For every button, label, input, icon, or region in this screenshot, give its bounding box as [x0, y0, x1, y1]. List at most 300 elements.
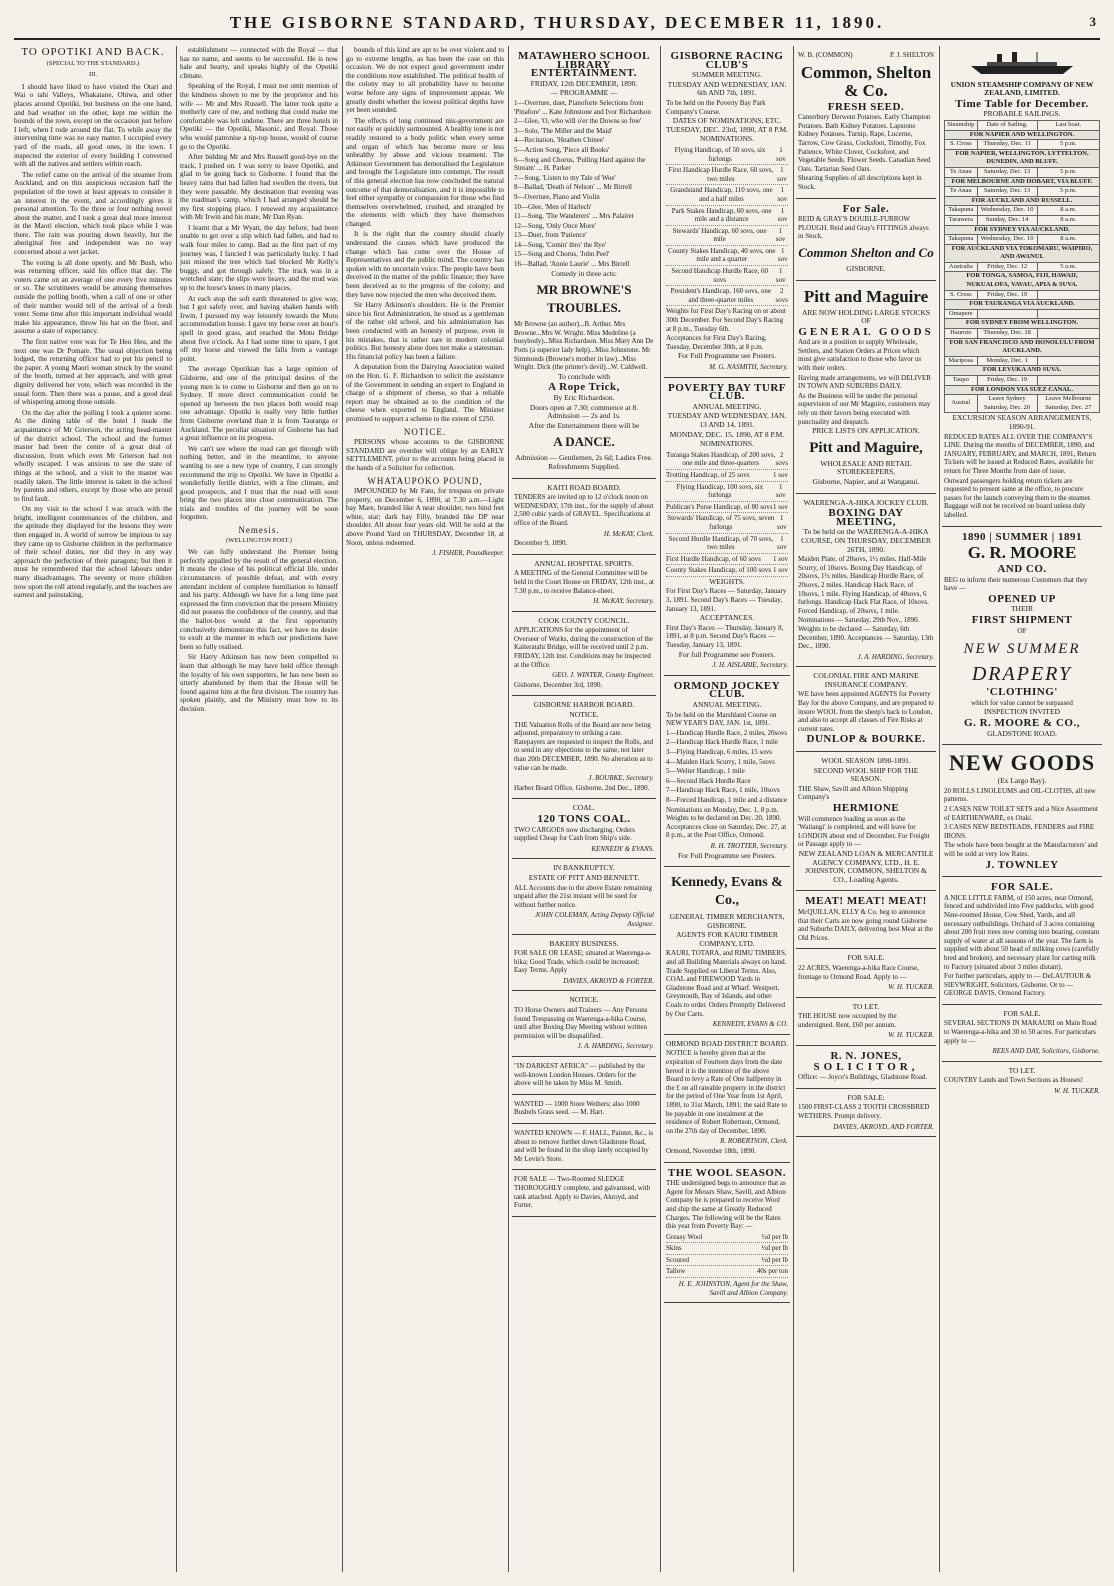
article-paragraph: The average Opotikian has a large opinion of Gisborne, and one of the principal desires of the young men is to come to Gisborne and then go on to Sydney. If more direct communication could be opened up between the two places both would reap one advantage. Opotiki is really very little further from Gisborne overland than it is from Tauranga or Auckland. The peculiar situation of Gisborne has had a great influence on its progress.: [180, 365, 338, 443]
column-header: Steamship: [945, 120, 978, 130]
concert-title: MATAWHERO SCHOOL LIBRARY ENTERTAINMENT.: [518, 50, 650, 80]
race-entry: [666, 565, 788, 577]
hospital-sports-ad: [512, 555, 656, 612]
ship-cell: Te Anau: [945, 187, 978, 197]
race-entry: 1—Handicap Hurdle Race, 2 miles, 20sovs: [666, 728, 788, 737]
ad-text: ALL Accounts due to the above Estate remaining unpaid after the 21st instant will be sued for without further notice.: [514, 883, 652, 909]
column-5-ads: [664, 46, 790, 1572]
coal-ad: [512, 799, 656, 859]
bakery-ad: [512, 935, 656, 992]
article-paragraph: A deputation from the Dairying Association waited on the Hon. G. F. Richardson to solicit the assistance of the Government in sending an expert to England in charge of a shipment of cheese, so that a reliable report may be obtained as to the condition of the cheese when exported to England. The Minister promised to support a scheme to the extent of £250.: [346, 363, 504, 423]
programme-item: 13—Duet, from 'Patience': [514, 231, 587, 240]
ad-date: Ormond, November 18th, 1890.: [666, 1146, 756, 1155]
ship-cell: S. Cross: [945, 290, 978, 300]
race-entry: 6—Second Hack Hurdle Race: [666, 776, 751, 785]
time-table-heading: Time Table for December.: [955, 97, 1089, 110]
time-cell: 8 a.m.: [1037, 206, 1099, 216]
ad-place: GISBORNE.: [846, 263, 886, 273]
season-banner: 1890 | SUMMER | 1891: [962, 530, 1082, 543]
article-paragraph: The first native vote was for Te Heu Heu, and the next one was Dr Pomare. The usual objection being lodged, the returning officer had to put his pencil to the paper. A young Maori woman struck by the sound of the booth, turned at her approach, and with great dignity delivered her vote, which was recorded in the usual form. Then there was a pause, and a good deal of whispering among those outside.: [14, 338, 172, 407]
column-rule: [342, 46, 343, 1572]
ad-subtitle: ESTATE OF PITT AND BENNETT.: [528, 872, 640, 882]
rate-value: ½d per lb: [761, 1244, 788, 1253]
ad-signature: W. H. TUCKER.: [888, 1031, 934, 1040]
ad-headline: 120 TONS COAL.: [537, 812, 631, 825]
turf-club-ad: [664, 378, 790, 676]
race-entry: 4—Maiden Hack Scurry, 1 mile, 5sovs: [666, 757, 775, 766]
route-heading: FOR LEVUKA AND SUVA.: [945, 366, 1100, 376]
rate-value: ½d per lb: [761, 1255, 788, 1264]
article-paragraph: I should have liked to have visited the Otari and Wai o tahi Valleys, Whakatane, Ohiwa, and other places around Opotiki, but business on the one hand, and bad weather on the other, kept me within the bounds of the town, except on the occasion just before I left, when I rode around the flat. To while away the intervening time was no easy matter. I occupied every yard of the roads, all good ones, in the town. I inspected the exterior of every building I conversed with all the natives and settlers within reach.: [14, 82, 172, 169]
kennedy-evans-ad: [664, 867, 790, 1035]
ship-cell: Austral: [945, 395, 978, 413]
route-heading: FOR TAURANGA VIA AUCKLAND.: [945, 300, 1100, 310]
route-heading: FOR SAN FRANCISCO AND HONOLULU FROM AUCKLAND.: [945, 338, 1100, 356]
table-row: [945, 356, 1100, 366]
time-cell: 8 a.m.: [1037, 215, 1099, 225]
ad-date: December 9, 1890.: [514, 539, 568, 548]
date-cell: Saturday, Dec. 13: [977, 187, 1037, 197]
column-1-article: [14, 46, 172, 1572]
ad-text: TWO CARGOES now discharging. Orders supplied Cheap for Cash from Ship's side.: [514, 825, 635, 843]
ad-title: NOTICE.: [569, 995, 599, 1005]
acres-sale-ad: [796, 949, 936, 997]
ship-cell: Omapere: [945, 309, 978, 319]
ad-title: FOR SALE.: [991, 881, 1053, 894]
rate-row: [666, 1266, 788, 1278]
ad-footer: Shearing Supplies of all descriptions kept in Stock.: [798, 174, 922, 191]
ad-subtitle: ANNUAL MEETING.: [692, 700, 762, 709]
solicitor-ad: [796, 1046, 936, 1089]
ad-text: And are in a position to supply Wholesale, Settlers, and Station Orders at Prices which must give satisfaction to those who favor us with their orders.: [798, 338, 922, 373]
programme-item: 10—Glee, 'Men of Harlech': [514, 202, 592, 211]
pound-title: WHATAUPOKO POUND,: [367, 475, 483, 486]
ad-signature: H. E. JOHNSTON, Agent for the Shaw, Savill and Albion Company.: [678, 1280, 788, 1297]
pound-text: IMPOUNDED by Mr Fatu, for trespass on private property, on December 6, 1890, at 7.30 a.m.—Light bay Mare, branded like A near shoulder, two hind feet white, star; dark bay Filly, branded like DP near shoulder. All about four years old. Will be sold at the above Pound Yard on THURSDAY, December 18, at Noon, unless redeemed.: [346, 487, 504, 547]
race-fee: 1 sov: [777, 246, 788, 264]
nemesis-title: Nemesis.: [238, 525, 280, 536]
route-heading: FOR LONDON VIA SUEZ CANAL.: [945, 385, 1100, 395]
inspection-invited: INSPECTION INVITED: [983, 707, 1061, 717]
programme-item: 7—Song, 'Listen to my Tale of Woe': [514, 173, 616, 182]
table-row: [945, 309, 1100, 319]
ad-text: COUNTRY Lands and Town Sections as Houses!: [944, 1076, 1084, 1085]
cook-county-ad: [512, 612, 656, 697]
boxing-day-ad: [796, 494, 936, 668]
their-text: THEIR: [1010, 604, 1034, 614]
ship-cell: Tarawera: [945, 215, 978, 225]
meeting-dates: Nominations — Saturday, 29th Nov., 1890. Weights to be declared — Saturday, 6th December, 1890. Acceptances — Saturday, 13th Dec., 1890.: [798, 616, 934, 651]
column-header: Last boat.: [1037, 120, 1099, 130]
ad-place: Gisborne, Napier, and at Wanganui.: [812, 477, 920, 486]
article-paragraph: The relief came on the arrival of the steamer from Auckland, and on this auspicious occasion half the population of the town at least appears to consider it an interest in the event, and accordingly gives it personal attention. To the three or four nothing novel about the matter, and I took a great deal more interest in the Maori election, which took place while I was there. The rain was pouring down heavily, but the aboriginal free and independent was no way concerned about a wet jacket.: [14, 170, 172, 257]
ad-subtitle: ARE NOW HOLDING LARGE STOCKS OF: [801, 307, 931, 326]
date-cell: Wednesday, Dec. 10: [977, 235, 1037, 245]
ad-text: "IN DARKEST AFRICA" — published by the well-known London Houses. Orders for the above will be taken by Miss M. Smith.: [514, 1062, 645, 1088]
race-fee: 1 sov: [773, 554, 788, 563]
ad-signature: KENNEDY & EVANS.: [591, 844, 654, 853]
ad-title: WOOL SEASON 1890-1891.: [821, 756, 911, 766]
house-to-let-ad: [796, 998, 936, 1046]
ship-cell: S. Cross: [945, 140, 978, 150]
ad-text: which for value cannot be surpassed: [971, 698, 1073, 707]
masthead-title: THE GISBORNE STANDARD, THURSDAY, DECEMBER 11, 1890.: [229, 13, 885, 32]
farce-title: A Rope Trick,: [548, 381, 620, 394]
ship-cell: Australia: [945, 262, 978, 272]
ad-subtitle: GENERAL TIMBER MERCHANTS, GISBORNE.: [669, 912, 785, 930]
ad-signature-title: Common Shelton and Co: [798, 244, 934, 260]
ad-text: TENDERS are invited up to 12 o'clock noon on WEDNESDAY, 17th inst., for the supply of about 2,500 cubic yards of GRAVEL. Specifications at office of the Board.: [514, 493, 654, 527]
acceptance-text: First Day's Races — Thursday, January 8, 1891, at 8 p.m. Second Day's Races — Tuesday, January 13, 1891.: [666, 623, 784, 650]
ad-signature: DAVIES, AKROYD, AND FORTER.: [833, 1122, 934, 1131]
race-entry: 5—Welter Handicap, 1 mile: [666, 767, 745, 776]
article-paragraph: We can fully understand the Premier being perfectly appalled by the result of the general election. It means the close of his political official life, under circumstances of possible defeat, and with every attendant incident of complete humiliation to himself and his party. Although we have for a long time past expressed the firm conviction that the present Ministry did not possess the confidence of the country, and that the ballot-box would at the first opportunity conclusively demonstrate this fact, we have no desire to exult at the manner in which our predictions have been so fully realised.: [180, 548, 338, 651]
programme-heading: — PROGRAMME —: [550, 88, 618, 98]
ad-text: APPLICATIONS for the appointment of Overseer of Works, during the construction of the Kaiteratahi Bridge, will be received until 2 p.m. FRIDAY, 12th inst. Conditions may be inspected at the Office.: [514, 626, 653, 669]
column-rule: [508, 46, 509, 1572]
race-fee: 2 sovs: [775, 450, 788, 468]
article-paragraph: Sir Harry Atkinson's shoulders. He is the Premier since his first Administration, he stood as a gentleman of the rather old school, and his administration has been conducted with an honesty of purpose, even in his mistakes, that is rather rare in modern colonial politics. But honesty alone does not make a statesman. His financial policy has been a failure.: [346, 301, 504, 361]
ad-text: Will commence loading as soon as the 'Waitangi' is completed, and will leave for LONDON about end of December. For Freight or Passage apply to —: [798, 814, 930, 849]
race-fee: 1 sov: [773, 502, 788, 511]
ad-text: Having made arrangements, we will DELIVER IN TOWN AND SUBURBS DAILY.: [798, 373, 931, 391]
agents-text: NEW ZEALAND LOAN & MERCANTILE AGENCY COMPANY, LTD., H. E. JOHNSTON, COMMON, SHELTON & CO., Loading Agents.: [798, 848, 934, 884]
wool-ship-ad: [796, 752, 936, 891]
table-row: [945, 215, 1100, 225]
time-cell: [1037, 309, 1099, 319]
comedy-title: MR BROWNE'S TROUBLES.: [536, 282, 632, 316]
article-byline: (SPECIAL TO THE STANDARD.): [46, 59, 140, 67]
programme-item: 6—Song and Chorus, 'Pulling Hard against the Stream' ... H. Parker: [514, 155, 646, 173]
race-entry: [666, 185, 788, 205]
ad-title: Pitt and Maguire,: [809, 439, 923, 456]
ad-title: UNION STEAMSHIP COMPANY OF NEW ZEALAND, LIMITED.: [950, 79, 1094, 98]
new-goods-ad: [942, 745, 1102, 877]
wethers-sale-ad: [796, 1089, 936, 1137]
ad-text: 22 ACRES, Waerenga-a-hika Race Course, frontage to Ormond Road. Apply to —: [798, 963, 919, 981]
programme-item: 4—Recitation, 'Heathen Chinee': [514, 136, 605, 145]
date-cell: Leave Sydney Saturday, Dec. 20: [977, 395, 1037, 413]
ad-text: THE HOUSE now occupied by the undersigned. Rent, £60 per annum.: [798, 1012, 897, 1029]
acceptance-text: Acceptances for First Day's Racing, Tuesday, December 30th, at 8 p.m.: [666, 334, 767, 351]
date-cell: Thursday, Dec. 11: [977, 140, 1037, 150]
first-shipment: FIRST SHIPMENT: [971, 614, 1073, 627]
race-fee: 1 sov: [773, 566, 788, 575]
common-shelton-ad: [796, 46, 936, 199]
ad-text: FOR SALE — Two-Roomed SLEDGE THOROUGHLY complete, and galvanised, with tank attached. Apply to Davies, Akroyd, and Forter.: [514, 1175, 651, 1210]
moore-drapery-ad: [942, 527, 1102, 746]
ad-text: Outward passengers holding return tickets are requested to present same at the office, to procure passes for the launch conveying them to the steamer. Baggage will not be received on board unless duly labelled.: [944, 476, 1092, 519]
date-cell: Sunday, Dec. 14: [977, 215, 1037, 225]
ad-text: For further particulars, apply to — DeLAUTOUR & SIEVWRIGHT, Solicitors, Gisborne. Or to — GEORGE DAVIS, Ormond Factory.: [944, 972, 1092, 998]
programme-item: 15—Song and Chorus, 'John Peel': [514, 250, 610, 259]
programme-note: For Full Programme see Posters.: [677, 351, 777, 361]
article-paragraph: On the day after the polling I took a quieter scene. At the dining table of the hotel I made the acquaintance of Mr Grierson, the acting head-master of the district school. The school and the former master had been the centre of a great deal of discussion, from which even Mr Grierson had not wholly escaped. I was anxious to see the state of things at the school, and a visit to the master was readily taken. The little interest is taken in the school by parents and others, except by those who are proud to find fault.: [14, 408, 172, 503]
article-paragraph: I learnt that a Mr Wyatt, the day before, had been unable to get over a slip which had fallen, and had to walk four miles to camp. Bad as the first part of my journey was, I fancied I was particularly lucky. I had just missed the tree which had blocked Mr Kelly's buggy, and got through safely. The track was in a wretched state; the slips were heavy, and the mud was up to the horse's knees in many places.: [180, 223, 338, 293]
ad-signature: JOHN COLEMAN, Acting Deputy Official Assignee.: [534, 911, 654, 928]
date-cell: Saturday, Dec. 13: [977, 167, 1037, 177]
article-paragraph: We can't see where the road can get through with nothing better, and in the meantime, to anyone wanting to see a new type of country, I can strongly recommend the trip to Opotiki. We have in Opotiki a wonderfully fertile district, with a fine climate, and good prospects, and I trust that the road will soon bring the two places into close communication. The trials and troubles of the journey will be soon forgotten.: [180, 444, 338, 522]
table-row: [945, 262, 1100, 272]
ad-text: McQUILLAN, ELLY & Co. beg to announce that their Carts are now going round Gisborne and Suburbs DAILY, delivering best Meat at the Old Prices.: [798, 907, 933, 942]
ad-text: WANTED — 1000 Store Wethers; also 1000 Bushels Grass seed. — M. Hart.: [514, 1099, 640, 1117]
programme-note: For Full Programme see Posters.: [677, 850, 777, 860]
time-cell: 5 p.m.: [1037, 187, 1099, 197]
race-name: President's Handicap, 160 sovs, one and three-quarter miles: [670, 287, 771, 304]
darkest-africa-ad: [512, 1057, 656, 1095]
time-cell: [1037, 290, 1099, 300]
partner-name: P. J. SHELTON: [890, 51, 934, 59]
ad-title: IN BANKRUPTCY.: [553, 863, 615, 873]
ad-title: FOR SALE.: [847, 953, 885, 963]
pound-signature: J. FISHER, Poundkeeper.: [432, 549, 504, 558]
club-name: WAERENGA-A-HIKA JOCKEY CLUB.: [803, 497, 929, 507]
route-heading: FOR SYDNEY FROM WELLINGTON.: [945, 319, 1100, 329]
ad-title: COOK COUNTY COUNCIL.: [538, 615, 630, 625]
ad-signature: W. H. TUCKER.: [1054, 1087, 1100, 1096]
table-row: [945, 206, 1100, 216]
ad-text: REID & GRAY'S DOUBLE-FURROW PLOUGH. Reid and Gray's FITTINGS always in Stock.: [798, 215, 929, 241]
article-paragraph: Speaking of the Royal, I must not omit mention of the kindness shown to me by the proprietor and his wife — Mr and Mrs Russell. The latter took quite a motherly care of me, and nothing that could make me comfortable was left undone. There are three hotels in Opotiki — the Opotiki, Masonic, and Royal. Those who would patronise a tip-top house, would of course go to the Opotiki.: [180, 82, 338, 151]
programme-item: 8—Ballad, 'Death of Nelson' ... Mr Birrell: [514, 183, 632, 192]
seed-list: Canterbury Derwent Potatoes. Early Champion Potatoes. Bath Kidney Potatoes. Lapstone Kidney Potatoes. Turnip, Rape, Lucerne, Tarrow, Cow Grass, Cocksfoot, Timothy, Fox Patience, White Clover, Cocksfoot, and Vegetable Seeds. Flower Seeds. Canadian Seed Oats. Tartarian Seed Oats.: [798, 113, 931, 173]
race-entry: [666, 165, 788, 185]
table-row: [945, 329, 1100, 339]
ormond-jockey-ad: [664, 676, 790, 867]
route-heading: FOR NAPIER, WELLINGTON, LYTTELTON, DUNEDIN, AND BLUFF.: [945, 149, 1100, 167]
ship-cell: Hauroto: [945, 329, 978, 339]
article-title: TO OPOTIKI AND BACK.: [21, 46, 165, 58]
ad-title: KAITI ROAD BOARD.: [547, 482, 621, 492]
ad-signature: G. R. MOORE & CO.,: [964, 717, 1080, 730]
race-name: Park Stakes Handicap, 60 sovs, one mile and a distance: [671, 206, 772, 224]
meeting-venue: To be held on the Marshland Course on NEW YEAR'S DAY, JAN. 1st, 1891.: [666, 710, 777, 728]
clothing-heading: 'CLOTHING': [986, 686, 1058, 699]
ship-cell: Takapuna: [945, 206, 978, 216]
ad-text: As the Business will be under the personal supervision of our Mr Maguire, customers may rely on their favors being executed with punctuality and despatch.: [798, 391, 931, 426]
wool-season-ad: [664, 1163, 790, 1304]
race-entry: [666, 502, 788, 514]
ad-signature: M. G. NASMITH, Secretary.: [709, 363, 788, 371]
race-name: Flying Handicap, 100 sovs, six furlongs: [676, 482, 764, 500]
sections-sale-ad: [942, 1005, 1102, 1062]
race-fee: 1 sov: [777, 186, 788, 203]
race-entry: 3—Flying Handicap, 6 miles, 15 sovs: [666, 747, 772, 756]
route-heading: FOR SYDNEY VIA AUCKLAND.: [945, 225, 1100, 235]
ad-title: NEW GOODS: [948, 750, 1096, 776]
programme-item: 2—Glee, 'O, who will o'er the Downs so free': [514, 117, 642, 126]
partner-names: [798, 50, 934, 61]
race-entry: [666, 226, 788, 246]
ad-text: THE undersigned begs to announce that as Agent for Messrs Shaw, Savill, and Albion Company he is prepared to receive Wool and ship the same at Greatly Reduced Charges. The following will be the Rates this year from Poverty Bay: —: [666, 1179, 786, 1231]
horse-owners-notice: [512, 991, 656, 1057]
ad-signature: DAVIES, AKROYD & FORTER.: [563, 976, 654, 985]
notice-text: PERSONS whose accounts to the GISBORNE STANDARD are overdue will oblige by an EARLY SETTLEMENT, prior to the accounts being placed in the hands of a Solicitor for collection.: [346, 438, 504, 472]
meeting-date: TUESDAY AND WEDNESDAY, JAN. 13 AND 14, 1891.: [667, 411, 787, 429]
ad-text: 1500 FIRST-CLASS 2 TOOTH CROSSBRED WETHERS. Prompt delivery.: [798, 1103, 930, 1121]
plough-sale-ad: [796, 199, 936, 281]
ad-signature: H. McKAY, Clerk.: [603, 529, 654, 538]
ad-title: FOR SALE:: [847, 1092, 885, 1102]
column-header: Date of Sailing.: [977, 120, 1037, 130]
race-fee: 1 sov: [775, 226, 786, 244]
column-2-article: [180, 46, 338, 1572]
race-list: Maiden Plate, of 20sovs, 1½ miles. Half-Mile Scurry, of 10sovs. Boxing Day Handicap, of 20sovs, 1½ miles. Handicap Hurdle Race, of 20sovs, 2 miles. Handicap Hack Race, of 10sovs, 1 mile. Flying Handicap, of 40sovs, 6 furlongs. Handicap Hack Flat Race, of 10sovs. Forced Handicap, of 20sovs, 1 mile.: [798, 555, 929, 615]
ad-date: Harbor Board Office, Gisborne, 2nd Dec., 1890.: [514, 783, 650, 792]
schedule-header-row: [945, 120, 1100, 130]
ad-signature: R. ROBERTSON, Clerk.: [720, 1137, 788, 1146]
race-entry: [666, 286, 788, 306]
rate-item: Tallow: [666, 1267, 686, 1276]
sledge-sale-ad: [512, 1170, 656, 1216]
ad-signature: REES AND DAY, Solicitors, Gisborne.: [992, 1047, 1100, 1056]
time-cell: 5 a.m.: [1037, 262, 1099, 272]
goods-item: 2 CASES NEW TOILET SETS and a Nice Assortment of EARTHENWARE, ex Otaki.: [944, 805, 1098, 822]
notice-title: NOTICE.: [403, 426, 447, 437]
ad-signature: R. H. TROTTER, Secretary.: [710, 841, 788, 850]
date-cell: [977, 309, 1037, 319]
ormond-road-board-ad: [664, 1035, 790, 1163]
meeting-venue: To be held on the Poverty Bay Park Company's Course.: [666, 98, 766, 116]
ad-title: R. N. JONES,: [830, 1050, 902, 1063]
ad-place: GLADSTONE ROAD.: [987, 728, 1057, 738]
programme-item: 5—Action Song, 'Piece all Books': [514, 145, 610, 154]
ad-subtitle: FRESH SEED.: [827, 100, 905, 113]
ad-text: TO Horse Owners and Trainers — Any Persons found Trespassing on Waerenga-a-hika Course, until after Boxing Day Meeting without written permission will be disqualified.: [514, 1006, 648, 1040]
ad-signature: J. A. HARDING, Secretary.: [577, 1042, 654, 1051]
ad-title: For Sale.: [842, 202, 890, 215]
rate-value: 40s per ton: [756, 1267, 788, 1276]
ad-text: THE Valuation Rolls of the Board are now being adjusted, preparatory to striking a rate. Ratepayers are requested to inspect the Rolls, and to send in any objections to the same, not later than 20th DECEMBER, 1890. No alteration as to value can be made.: [514, 720, 654, 772]
ad-title: COLONIAL FIRE AND MARINE INSURANCE COMPANY.: [813, 671, 919, 689]
time-cell: [1037, 376, 1099, 386]
article-paragraph: establishment — connected with the Royal — that has no name, and seems to be successful. He is now hale and hearty, and speaks highly of the Opotiki climate.: [180, 46, 338, 80]
meat-ad: [796, 891, 936, 949]
rate-item: Scoured: [666, 1255, 689, 1264]
insurance-ad: [796, 667, 936, 752]
ad-title: ORMOND JOCKEY CLUB.: [673, 679, 781, 701]
programme-item: 9—Overture, Piano and Violin: [514, 192, 600, 201]
time-cell: [1037, 329, 1099, 339]
ad-subtitle: SOLICITOR,: [813, 1060, 919, 1073]
partner-name: W. B. (COMMON): [798, 51, 853, 59]
date-cell: Friday, Dec. 19: [977, 376, 1037, 386]
ad-text: KAURI, TOTARA, and RIMU TIMBERS, and all Building Materials always on hand. Trade Supplied on Liberal Terms. Also, COAL and FIREWOOD Yards in Gladstone Road and at Wharf. Westport, Greymouth, Bay of Islands, and other Coals to order. Orders Promptly Delivered by Our Carts.: [666, 949, 787, 1018]
programme-note: For full Programme see Posters.: [678, 649, 776, 659]
ad-title: FOR SALE.: [1003, 1008, 1041, 1018]
article-paragraph: On my visit to the school I was struck with the bright, intelligent countenances of the children, and the aptitude they displayed for the lessons they were then engaged in. A world of sorrow be impious to say they came up to Gisborne children in the performance of their school duties, nor did they in any way approach the perfection of their paragons; but then it must be remembered that the school labours under many disadvantages. The seventy or more children now upon the roll attend regularly, and the teachers are earnest and painstaking.: [14, 505, 172, 600]
ad-title: MEAT! MEAT! MEAT!: [805, 895, 927, 908]
race-fee: 1 sov: [775, 267, 786, 284]
route-heading: FOR MELBOURNE AND HOBART, VIA BLUFF.: [945, 177, 1100, 187]
concert-date: FRIDAY, 12th DECEMBER, 1890.: [530, 78, 638, 88]
race-fee: 2 sovs: [775, 287, 788, 304]
ad-text: A NICE LITTLE FARM, of 150 acres, near Ormond, fenced and subdivided into Five paddocks, with good Nine-roomed House, Cow Shed, Yards, and all necessary outbuildings. Orchard of 3 acres containing about 200 fruit trees now coming into bearing, constant supply of water at all seasons of the year. The farm is supplied with about 50 head of milking cows (carefully bred and broken), and necessary plant for carting milk to Factory (situated about 3 miles distant).: [944, 893, 1100, 971]
opened-up: OPENED UP: [988, 592, 1056, 605]
probable-sailings: PROBABLE SAILINGS.: [983, 109, 1061, 119]
column-7-ads: [942, 46, 1102, 1572]
ad-signature: GEO. J. WINTER, County Engineer.: [552, 671, 654, 680]
programme-item: 14—Song, 'Comin' thro' the Rye': [514, 240, 607, 249]
ad-text: SEVERAL SECTIONS IN MAKAURI on Main Road to Waerenga-a-hika and 30 to 50 acres. For particulars apply to —: [944, 1019, 1097, 1045]
meeting-date: TUESDAY AND WEDNESDAY, JAN. 6th AND 7th, 1891.: [667, 79, 787, 98]
race-fee: 1 sov: [777, 206, 788, 224]
ship-name: HERMIONE: [832, 802, 900, 814]
race-entry: [666, 482, 788, 502]
ad-subtitle: ANNUAL MEETING.: [692, 401, 762, 411]
nominations-heading: NOMINATIONS.: [700, 134, 754, 144]
programme-item: 12—Song, 'Only Once More': [514, 221, 596, 230]
ad-text: Nominations on Monday, Dec. 1, 8 p.m. Weights to be declared on Dec. 20, 1890. Acceptances close on Saturday, Dec. 27, at 8 p.m., at the Post Office, Ormond.: [666, 805, 787, 840]
ship-cell: Takapuna: [945, 235, 978, 245]
harbor-board-ad: [512, 696, 656, 799]
admission-text: Admission — Gentlemen, 2s 6d; Ladies Free. Refreshments Supplied.: [515, 453, 653, 471]
nomination-date: MONDAY, DEC. 15, 1890, AT 8 P.M.: [669, 429, 785, 439]
ad-title: GISBORNE RACING CLUB'S: [670, 50, 784, 71]
sailing-schedule: [944, 120, 1100, 413]
weights-heading: WEIGHTS.: [709, 576, 745, 586]
race-fee: 1 sov: [775, 482, 786, 500]
time-cell: [1037, 356, 1099, 366]
wanted-known-ad: [512, 1124, 656, 1170]
route-heading: FOR NAPIER AND WELLINGTON.: [945, 130, 1100, 140]
ad-signature: W. H. TUCKER.: [888, 983, 934, 992]
ad-signature: J. BOURKE, Secretary.: [588, 774, 654, 783]
ad-signature: J. TOWNLEY: [985, 858, 1059, 871]
weights-text: Weights for First Day's Racing on or about 30th December. For Second Day's Racing at 8 p.m., Tuesday 6th.: [666, 307, 786, 333]
race-entry: [666, 246, 788, 266]
ad-text: Office: — Joyce's Buildings, Gladstone Road.: [798, 1073, 928, 1082]
race-entry: [666, 145, 788, 165]
route-heading: FOR AUCKLAND AND RUSSELL.: [945, 196, 1100, 206]
race-name: Turanga Stakes Handicap, of 200 sovs, one mile and three-quarters: [666, 450, 776, 468]
race-fee: 1 sov: [776, 514, 787, 531]
race-name: Second Hurdle Handicap, of 70 sovs, two miles: [668, 534, 774, 552]
column-rule: [793, 46, 794, 1572]
wanted-wethers-ad: [512, 1095, 656, 1124]
new-summer: NEW SUMMER: [963, 641, 1081, 658]
rate-row: [666, 1243, 788, 1255]
race-name: Flying Handicap, of 50 sovs, six furlongs: [674, 145, 766, 163]
article-paragraph: After bidding Mr and Mrs Russell good-bye on the track, I pushed on. I was sorry to leave Opotiki, and glad to be going back to Gisborne. I found that the heavy rains that had fallen had swollen the rivers, but they were passable. My destination that evening was the roadman's camp, which I had arranged should be my first stopping place. I renewed my acquaintance with Mr Irwin and his mate, Mr Dan Ryan.: [180, 153, 338, 222]
programme-item: 16—Ballad, 'Annie Laurie' ... Mrs Birrell: [514, 260, 630, 269]
race-fee: 1 sov: [776, 145, 786, 163]
article-part: III.: [88, 71, 98, 79]
ad-subtitle: NOTICE.: [569, 710, 599, 720]
race-name: First Hurdle Handicap, of 60 sovs: [666, 554, 761, 563]
race-entry: 8—Forced Handicap, 1 mile and a distance: [666, 795, 788, 804]
table-row: [945, 376, 1100, 386]
rate-row: [666, 1255, 788, 1267]
time-cell: 5 p.m.: [1037, 140, 1099, 150]
rate-row: [666, 1232, 788, 1244]
table-row: [945, 235, 1100, 245]
ad-text: WE have been appointed AGENTS for Poverty Bay for the above Company, and are prepared to insure WOOL from the sheep's back to London, and also to accept all classes of Fire Risks at current rates.: [798, 690, 934, 733]
race-name: Stewards' Handicap, of 75 sovs, seven furlongs: [667, 514, 775, 531]
race-name: Grandstand Handicap, 110 sovs, one and a half miles: [670, 186, 773, 203]
ad-title: GISBORNE HARBOR BOARD.: [533, 700, 635, 710]
ad-signature: J. A. HARDING, Secretary.: [857, 652, 934, 661]
doors-text: Doors open at 7.30; commence at 8. Admission — 2s and 1s.: [529, 402, 639, 421]
race-name: Publican's Purse Handicap, of 80 sovs: [666, 502, 773, 511]
ad-title: ANNUAL HOSPITAL SPORTS.: [534, 558, 634, 568]
ad-title: Pitt and Maguire: [803, 286, 929, 306]
weights-text: For First Day's Races — Saturday, January 3, 1891. Second Day's Races — Tuesday, January 13, 1891.: [666, 587, 787, 613]
ad-title: ORMOND ROAD DISTRICT BOARD.: [666, 1038, 788, 1048]
farm-sale-ad: [942, 877, 1102, 1005]
ship-cell: Taupo: [945, 376, 978, 386]
race-entry: [666, 513, 788, 533]
